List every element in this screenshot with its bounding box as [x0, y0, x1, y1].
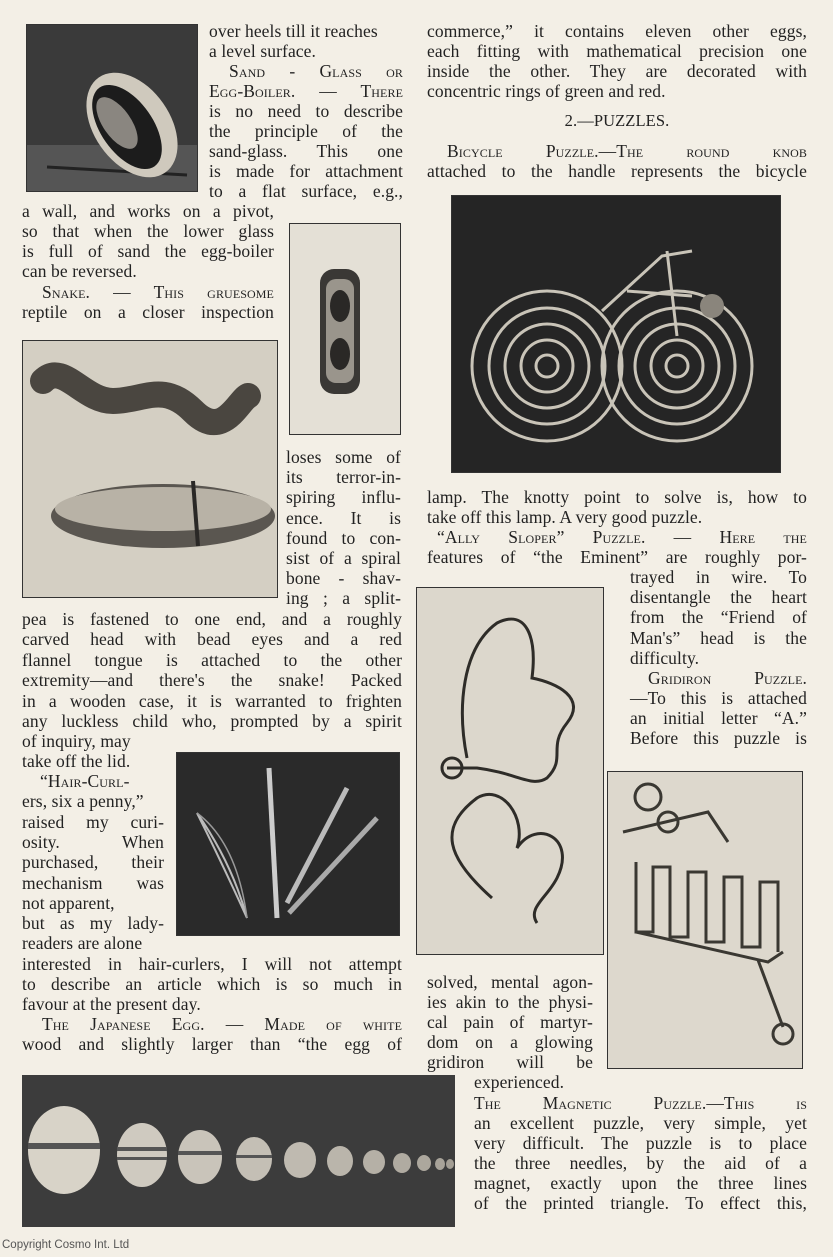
egg-boiler-heading: Egg-Boiler. — There	[209, 81, 403, 101]
text-line: difficulty.	[630, 648, 700, 668]
text-line: not apparent,	[22, 893, 115, 913]
text-line: its terror-in-	[286, 467, 401, 487]
text-line: each fitting with mathematical precision one	[427, 41, 807, 61]
text-line: flannel tongue is attached to the other	[22, 650, 402, 670]
text-line: osity. When	[22, 832, 164, 852]
text-line: bone - shav-	[286, 568, 401, 588]
hair-curlers-photo	[176, 752, 400, 936]
text-line: take off the lid.	[22, 751, 131, 771]
text-line: but as my lady-	[22, 913, 164, 933]
text-line: ers, six a penny,”	[22, 791, 144, 811]
copyright-notice: Copyright Cosmo Int. Ltd	[2, 1239, 130, 1251]
bicycle-puzzle-heading: Bicycle Puzzle.—The round knob	[447, 141, 807, 161]
text-line: of the printed triangle. To effect this,	[474, 1193, 807, 1213]
gridiron-puzzle-photo	[607, 771, 803, 1069]
text-line: inside the other. They are decorated with	[427, 61, 807, 81]
text-line: extremity—and there's the snake! Packed	[22, 670, 402, 690]
text-line: in a wooden case, it is warranted to frighten	[22, 691, 402, 711]
text-line: of inquiry, may	[22, 731, 131, 751]
text-line: is full of sand the egg-boiler	[22, 241, 274, 261]
text-line: found to con-	[286, 528, 401, 548]
ally-sloper-heading: “Ally Sloper” Puzzle. — Here the	[437, 527, 807, 547]
text-line: to describe an article which is so much in	[22, 974, 402, 994]
text-line: a level surface.	[209, 41, 317, 61]
text-line: gridiron will be	[427, 1052, 593, 1072]
text-line: ies akin to the physi-	[427, 992, 593, 1012]
text-line: spiring influ-	[286, 487, 401, 507]
text-line: an initial letter “A.”	[630, 708, 807, 728]
text-line: sand-glass. This one	[209, 141, 403, 161]
snake-photo	[22, 340, 278, 598]
text-line: raised my curi-	[22, 812, 164, 832]
text-line: magnet, exactly upon the three lines	[474, 1173, 807, 1193]
text-line: attached to the handle represents the bicycle	[427, 161, 807, 181]
text-line: an excellent puzzle, very simple, yet	[474, 1113, 807, 1133]
text-line: is made for attachment	[209, 161, 403, 181]
text-line: take off this lamp. A very good puzzle.	[427, 507, 703, 527]
text-line: favour at the present day.	[22, 994, 201, 1014]
text-line: can be reversed.	[22, 261, 137, 281]
text-line: mechanism was	[22, 873, 164, 893]
text-line: readers are alone	[22, 933, 143, 953]
text-line: pea is fastened to one end, and a roughly	[22, 609, 402, 629]
text-line: disentangle the heart	[630, 587, 807, 607]
text-line: lamp. The knotty point to solve is, how to	[427, 487, 807, 507]
text-line: the principle of the	[209, 121, 403, 141]
text-line: wood and slightly larger than “the egg of	[22, 1034, 402, 1054]
sand-glass-photo	[26, 24, 198, 192]
text-line: dom on a glowing	[427, 1032, 593, 1052]
text-line: purchased, their	[22, 852, 164, 872]
text-line: concentric rings of green and red.	[427, 81, 666, 101]
text-line: from the “Friend of	[630, 607, 807, 627]
section-heading-puzzles: 2.—PUZZLES.	[564, 111, 670, 130]
text-line: any luckless child who, prompted by a spirit	[22, 711, 402, 731]
text-line: is no need to describe	[209, 101, 403, 121]
text-line: ing ; a split-	[286, 588, 401, 608]
gridiron-puzzle-heading: Gridiron Puzzle.	[648, 668, 807, 688]
text-line: ence. It is	[286, 508, 401, 528]
text-line: loses some of	[286, 447, 401, 467]
text-line: so that when the lower glass	[22, 221, 274, 241]
text-line: trayed in wire. To	[630, 567, 807, 587]
text-line	[209, 81, 403, 101]
text-line: —To this is attached	[630, 688, 807, 708]
text-line: solved, mental agon-	[427, 972, 593, 992]
text-line: sist of a spiral	[286, 548, 401, 568]
bicycle-puzzle-photo	[451, 195, 781, 473]
text-line: carved head with bead eyes and a red	[22, 629, 402, 649]
text-line: a wall, and works on a pivot,	[22, 201, 274, 221]
snake-heading: Snake. — This gruesome	[42, 282, 274, 302]
text-line: experienced.	[474, 1072, 565, 1092]
text-line: the three needles, by the aid of a	[474, 1153, 807, 1173]
sand-glass-heading: Sand - Glass or	[229, 61, 403, 81]
text-line: very difficult. The puzzle is to place	[474, 1133, 807, 1153]
text-line: commerce,” it contains eleven other eggs,	[427, 21, 807, 41]
text-line: Before this puzzle is	[630, 728, 807, 748]
ally-sloper-puzzle-photo	[416, 587, 604, 955]
japanese-egg-photo	[22, 1075, 455, 1227]
text-line: to a flat surface, e.g.,	[209, 181, 403, 201]
egg-boiler-photo	[289, 223, 401, 435]
hair-curlers-heading: “Hair-Curl-	[40, 771, 130, 791]
text-line: reptile on a closer inspection	[22, 302, 274, 322]
japanese-egg-heading: The Japanese Egg. — Made of white	[42, 1014, 402, 1034]
text-line: features of “the Eminent” are roughly por-	[427, 547, 807, 567]
magnetic-puzzle-heading: The Magnetic Puzzle.—This is	[474, 1093, 807, 1113]
text-line: cal pain of martyr-	[427, 1012, 593, 1032]
text-line: Man's” head is the	[630, 628, 807, 648]
text-line: interested in hair-curlers, I will not attempt	[22, 954, 402, 974]
text-line: over heels till it reaches	[209, 21, 378, 41]
